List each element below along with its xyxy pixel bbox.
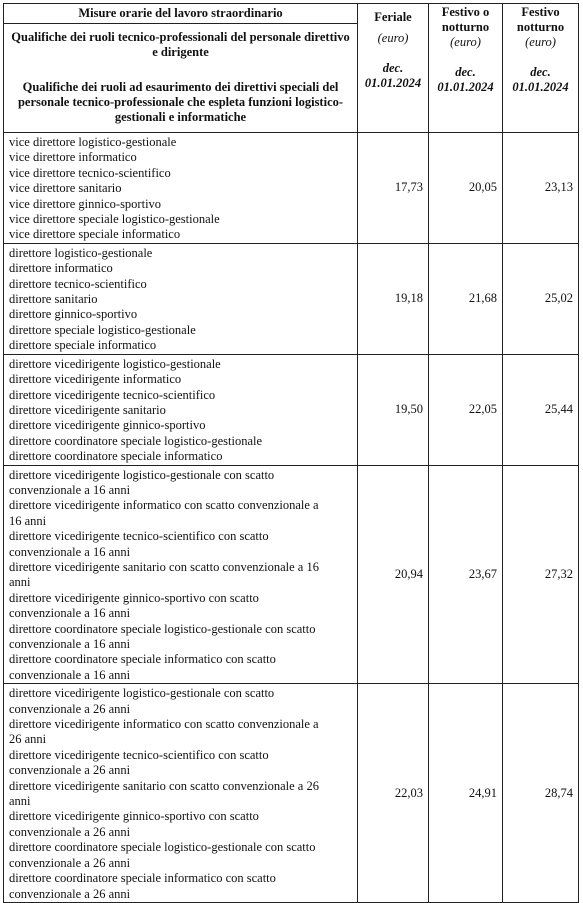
qualifica-line: direttore vicedirigente sanitario bbox=[9, 402, 166, 417]
column-date-label: dec. bbox=[530, 65, 551, 79]
rate-feriale: 17,73 bbox=[358, 133, 429, 244]
qualifica-line: direttore coordinatore speciale informatico bbox=[9, 449, 223, 464]
column-label: Festivo o notturno bbox=[441, 5, 490, 34]
qualifiche-heading-1: Qualifiche dei ruoli tecnico-professionali del personale direttivo e dirigente bbox=[11, 30, 350, 59]
rate-festivo-notturno: 25,44 bbox=[503, 354, 579, 465]
qualifica-line: direttore speciale logistico-gestionale bbox=[9, 322, 196, 337]
rate-festivo: 24,91 bbox=[429, 684, 503, 903]
rate-feriale: 20,94 bbox=[358, 465, 429, 684]
header-row bbox=[4, 4, 579, 24]
rate-festivo: 20,05 bbox=[429, 133, 503, 244]
qualifica-line: direttore coordinatore speciale logistico-gestionale con scatto bbox=[9, 840, 316, 855]
column-header-festivo-notturno bbox=[503, 4, 579, 133]
qualifica-line: vice direttore speciale logistico-gestionale bbox=[9, 212, 220, 227]
qualifica-line: direttore coordinatore speciale informatico con scatto bbox=[9, 652, 276, 667]
table-row bbox=[4, 684, 579, 903]
qualifica-line: direttore vicedirigente tecnico-scientifico con scatto bbox=[9, 529, 269, 544]
qualifiche-list bbox=[4, 465, 358, 684]
column-date: 01.01.2024 bbox=[437, 80, 494, 94]
qualifica-line: direttore vicedirigente logistico-gestionale con scatto bbox=[9, 686, 275, 701]
table-title: Misure orarie del lavoro straordinario bbox=[4, 4, 358, 24]
qualifica-line: direttore tecnico-scientifico bbox=[9, 276, 147, 291]
column-unit: (euro) bbox=[377, 31, 409, 45]
qualifica-line: direttore vicedirigente informatico con scatto convenzionale a bbox=[9, 498, 319, 513]
qualifica-line: convenzionale a 26 anni bbox=[9, 763, 131, 778]
qualifica-line: convenzionale a 26 anni bbox=[9, 701, 131, 716]
rate-festivo-notturno: 28,74 bbox=[503, 684, 579, 903]
rate-festivo: 22,05 bbox=[429, 354, 503, 465]
table-row bbox=[4, 133, 579, 244]
rate-festivo: 23,67 bbox=[429, 465, 503, 684]
table-row bbox=[4, 354, 579, 465]
qualifica-line: 16 anni bbox=[9, 513, 47, 528]
qualifica-line: vice direttore tecnico-scientifico bbox=[9, 165, 171, 180]
qualifica-line: convenzionale a 26 anni bbox=[9, 824, 131, 839]
qualifica-line: convenzionale a 26 anni bbox=[9, 886, 131, 901]
qualifica-line: direttore vicedirigente ginnico-sportivo bbox=[9, 418, 206, 433]
qualifiche-list bbox=[4, 354, 358, 465]
column-header-festivo bbox=[429, 4, 503, 133]
qualifiche-list bbox=[4, 684, 358, 903]
qualifica-line: vice direttore logistico-gestionale bbox=[9, 135, 177, 149]
qualifica-line: vice direttore ginnico-sportivo bbox=[9, 196, 162, 211]
qualifica-line: direttore sanitario bbox=[9, 292, 98, 307]
qualifica-line: anni bbox=[9, 794, 31, 809]
qualifica-line: direttore vicedirigente ginnico-sportivo con scatto bbox=[9, 809, 259, 824]
qualifica-line: direttore logistico-gestionale bbox=[9, 245, 153, 260]
qualifica-line: convenzionale a 16 anni bbox=[9, 482, 131, 497]
overtime-rates-table bbox=[3, 3, 579, 903]
column-unit: (euro) bbox=[450, 35, 481, 49]
qualifica-line: direttore ginnico-sportivo bbox=[9, 307, 138, 322]
qualifica-line: convenzionale a 26 anni bbox=[9, 855, 131, 870]
rate-festivo-notturno: 25,02 bbox=[503, 243, 579, 354]
qualifica-line: direttore vicedirigente informatico con scatto convenzionale a bbox=[9, 717, 319, 732]
rate-festivo-notturno: 27,32 bbox=[503, 465, 579, 684]
qualifica-line: direttore vicedirigente logistico-gestionale bbox=[9, 356, 221, 371]
rate-feriale: 19,18 bbox=[358, 243, 429, 354]
qualifica-line: vice direttore informatico bbox=[9, 150, 137, 165]
qualifica-line: convenzionale a 16 anni bbox=[9, 606, 131, 621]
column-date-label: dec. bbox=[382, 61, 404, 75]
qualifica-line: direttore vicedirigente tecnico-scientifico con scatto bbox=[9, 747, 269, 762]
qualifica-line: direttore informatico bbox=[9, 261, 113, 276]
qualifiche-header bbox=[4, 24, 358, 133]
column-date-label: dec. bbox=[455, 65, 476, 79]
qualifica-line: anni bbox=[9, 575, 31, 590]
qualifica-line: direttore vicedirigente tecnico-scientifico bbox=[9, 387, 216, 402]
qualifica-line: direttore coordinatore speciale informatico con scatto bbox=[9, 871, 276, 886]
column-date: 01.01.2024 bbox=[364, 76, 422, 90]
qualifica-line: convenzionale a 16 anni bbox=[9, 667, 131, 682]
column-header-feriale bbox=[358, 4, 429, 133]
qualifica-line: convenzionale a 16 anni bbox=[9, 637, 131, 651]
qualifica-line: direttore vicedirigente ginnico-sportivo con scatto bbox=[9, 590, 259, 605]
qualifica-line: convenzionale a 16 anni bbox=[9, 544, 131, 559]
qualifiche-list bbox=[4, 243, 358, 354]
rate-festivo: 21,68 bbox=[429, 243, 503, 354]
column-label: Feriale bbox=[374, 10, 412, 24]
column-label: Festivo notturno bbox=[516, 5, 565, 34]
qualifica-line: direttore speciale informatico bbox=[9, 338, 157, 353]
qualifica-line: direttore vicedirigente logistico-gestionale con scatto bbox=[9, 467, 275, 482]
rate-feriale: 22,03 bbox=[358, 684, 429, 903]
qualifica-line: 26 anni bbox=[9, 732, 47, 747]
rate-feriale: 19,50 bbox=[358, 354, 429, 465]
qualifica-line: direttore coordinatore speciale logistico-gestionale bbox=[9, 433, 263, 448]
rate-festivo-notturno: 23,13 bbox=[503, 133, 579, 244]
qualifica-line: direttore vicedirigente sanitario con scatto convenzionale a 16 bbox=[9, 559, 319, 574]
qualifica-line: vice direttore speciale informatico bbox=[9, 227, 181, 242]
qualifiche-list bbox=[4, 133, 358, 244]
qualifica-line: direttore vicedirigente informatico bbox=[9, 372, 182, 387]
table-row bbox=[4, 243, 579, 354]
column-unit: (euro) bbox=[525, 35, 556, 49]
qualifica-line: direttore vicedirigente sanitario con scatto convenzionale a 26 bbox=[9, 778, 319, 793]
table-row bbox=[4, 465, 579, 684]
qualifica-line: vice direttore sanitario bbox=[9, 181, 122, 196]
document bbox=[3, 3, 578, 903]
column-date: 01.01.2024 bbox=[512, 80, 569, 94]
qualifiche-heading-2: Qualifiche dei ruoli ad esaurimento dei direttivi speciali del personale tecnico-professionale che espleta funzioni logistico-gestionali e informatiche bbox=[17, 80, 344, 124]
qualifica-line: direttore coordinatore speciale logistico-gestionale con scatto bbox=[9, 621, 316, 636]
